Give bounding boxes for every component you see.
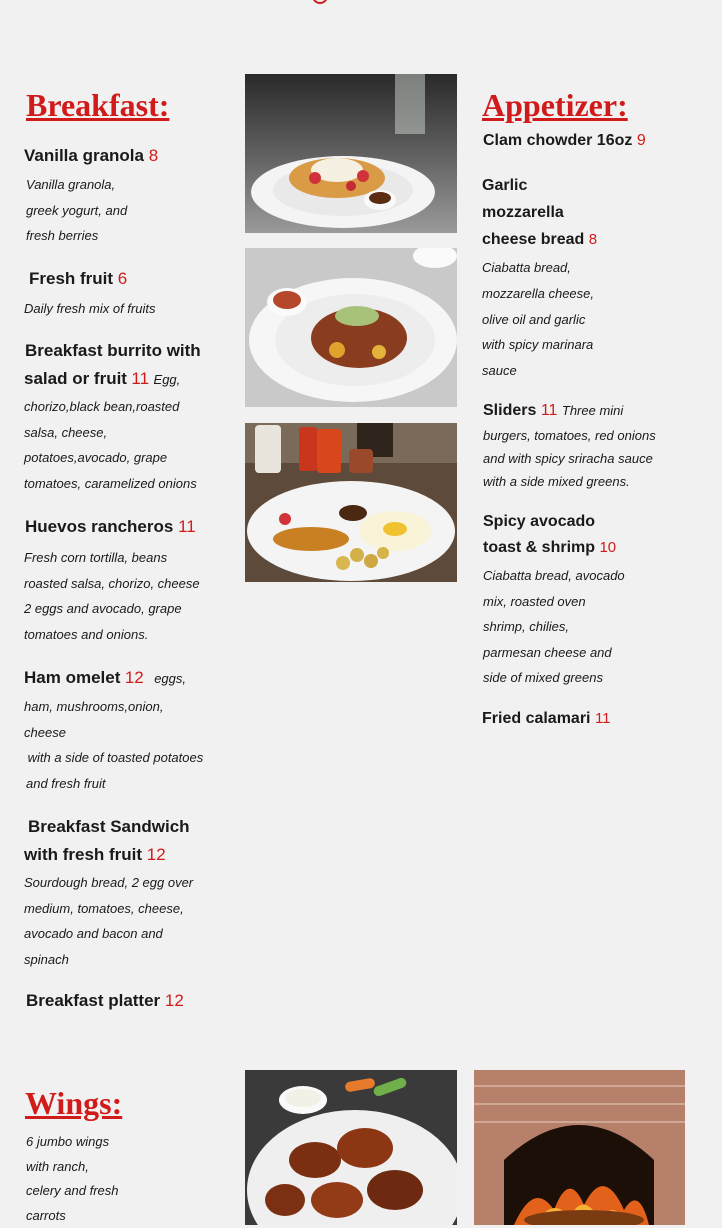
- breakfast-burrito-plate-photo: [245, 248, 457, 407]
- desc-line: Ciabatta bread, avocado: [483, 563, 625, 589]
- desc-line: mozzarella cheese,: [482, 281, 594, 307]
- desc-line: Sourdough bread, 2 egg over: [24, 870, 193, 896]
- desc-line: medium, tomatoes, cheese,: [24, 896, 193, 922]
- menu-item-breakfast-burrito: [25, 337, 201, 365]
- item-description: [482, 255, 594, 384]
- desc-line: with a side mixed greens.: [483, 470, 656, 493]
- desc-line: chorizo,black bean,roasted: [24, 394, 197, 420]
- item-name: Clam chowder 16oz: [483, 132, 632, 149]
- item-description: [24, 296, 155, 322]
- menu-item-breakfast-sandwich: [28, 813, 190, 841]
- desc-line: with a side of toasted potatoes: [24, 745, 203, 771]
- desc-line: olive oil and garlic: [482, 307, 594, 333]
- item-description: [483, 424, 656, 493]
- item-name: Spicy avocado: [483, 509, 616, 535]
- item-name: toast & shrimp: [483, 539, 595, 556]
- item-name: Ham omelet: [24, 668, 120, 687]
- item-name: Fried calamari: [482, 710, 591, 727]
- desc-line: fresh berries: [26, 223, 127, 249]
- menu-item-vanilla-granola: [24, 142, 158, 170]
- menu-item-breakfast-platter: [26, 987, 184, 1015]
- menu-item-huevos-rancheros: [25, 513, 196, 541]
- desc-line: side of mixed greens: [483, 665, 625, 691]
- desc-line: roasted salsa, chorizo, cheese: [24, 571, 200, 597]
- desc-line: 2 eggs and avocado, grape: [24, 596, 200, 622]
- desc-line: ham, mushrooms,onion,: [24, 694, 203, 720]
- item-description: [26, 1130, 119, 1228]
- menu-item-breakfast-sandwich-line2: [24, 841, 166, 869]
- header-remnant: [0, 0, 722, 6]
- menu-item-breakfast-burrito-line2: [24, 365, 180, 393]
- desc-line: burgers, tomatoes, red onions: [483, 424, 656, 447]
- item-description: [24, 394, 197, 496]
- item-price: 11: [131, 369, 149, 388]
- item-name: cheese bread: [482, 231, 584, 248]
- desc-line: avocado and bacon and: [24, 921, 193, 947]
- item-price: 6: [118, 269, 127, 288]
- menu-item-fresh-fruit: [29, 265, 127, 293]
- desc-line: spinach: [24, 947, 193, 973]
- item-description-inline: Three mini: [562, 403, 623, 418]
- pizza-oven-photo: [474, 1070, 685, 1225]
- desc-line: cheese: [24, 720, 203, 746]
- item-name: mozzarella: [482, 199, 597, 226]
- item-description: [24, 870, 193, 972]
- item-price: 12: [147, 845, 166, 864]
- desc-line: mix, roasted oven: [483, 589, 625, 615]
- menu-item-garlic-mozzarella-cheese-bread: [482, 172, 597, 253]
- item-name: Breakfast burrito with: [25, 337, 201, 365]
- breakfast-platter-photo: [245, 423, 457, 582]
- desc-line: shrimp, chilies,: [483, 614, 625, 640]
- item-name: with fresh fruit: [24, 845, 142, 864]
- desc-line: Ciabatta bread,: [482, 255, 594, 281]
- item-price: 11: [595, 710, 611, 727]
- desc-line: Daily fresh mix of fruits: [24, 296, 155, 322]
- item-price: 11: [541, 402, 558, 419]
- item-description-inline: eggs,: [154, 671, 186, 686]
- waffle-plate-photo: [245, 74, 457, 233]
- desc-line: carrots: [26, 1204, 119, 1228]
- item-name: Garlic: [482, 172, 597, 199]
- item-name: Fresh fruit: [29, 269, 113, 288]
- menu-item-ham-omelet: [24, 664, 186, 692]
- item-description-inline: Egg,: [154, 372, 181, 387]
- item-price: 8: [589, 231, 597, 248]
- desc-line: and fresh fruit: [24, 771, 203, 797]
- desc-line: greek yogurt, and: [26, 198, 127, 224]
- desc-line: potatoes,avocado, grape: [24, 445, 197, 471]
- item-name: Vanilla granola: [24, 146, 144, 165]
- breakfast-title: Breakfast:: [26, 87, 169, 123]
- desc-line: with ranch,: [26, 1155, 119, 1180]
- wings-photo: [245, 1070, 457, 1225]
- item-price: 9: [637, 132, 646, 149]
- item-description: [26, 172, 127, 249]
- desc-line: parmesan cheese and: [483, 640, 625, 666]
- desc-line: tomatoes, caramelized onions: [24, 471, 197, 497]
- desc-line: Vanilla granola,: [26, 172, 127, 198]
- desc-line: salsa, cheese,: [24, 420, 197, 446]
- item-price: 11: [178, 517, 196, 536]
- item-description: [24, 545, 200, 647]
- item-name: Sliders: [483, 402, 536, 419]
- item-name: Huevos rancheros: [25, 517, 173, 536]
- item-description: [483, 563, 625, 691]
- menu-item-spicy-avocado-toast: [483, 509, 616, 561]
- item-price: 10: [599, 539, 616, 556]
- item-description: [24, 694, 203, 796]
- item-price: 8: [149, 146, 158, 165]
- item-name: salad or fruit: [24, 369, 127, 388]
- menu-item-fried-calamari: [482, 705, 611, 733]
- desc-line: 6 jumbo wings: [26, 1130, 119, 1155]
- desc-line: with spicy marinara: [482, 332, 594, 358]
- desc-line: celery and fresh: [26, 1179, 119, 1204]
- desc-line: and with spicy sriracha sauce: [483, 447, 656, 470]
- menu-item-sliders: [483, 397, 623, 425]
- item-name: Breakfast platter: [26, 991, 160, 1010]
- appetizer-title: Appetizer:: [482, 87, 628, 123]
- menu-item-clam-chowder: [483, 127, 646, 155]
- item-name: Breakfast Sandwich: [28, 813, 190, 841]
- desc-line: sauce: [482, 358, 594, 384]
- wings-title: Wings:: [25, 1085, 122, 1121]
- item-price: 12: [125, 668, 144, 687]
- desc-line: Fresh corn tortilla, beans: [24, 545, 200, 571]
- desc-line: tomatoes and onions.: [24, 622, 200, 648]
- item-price: 12: [165, 991, 184, 1010]
